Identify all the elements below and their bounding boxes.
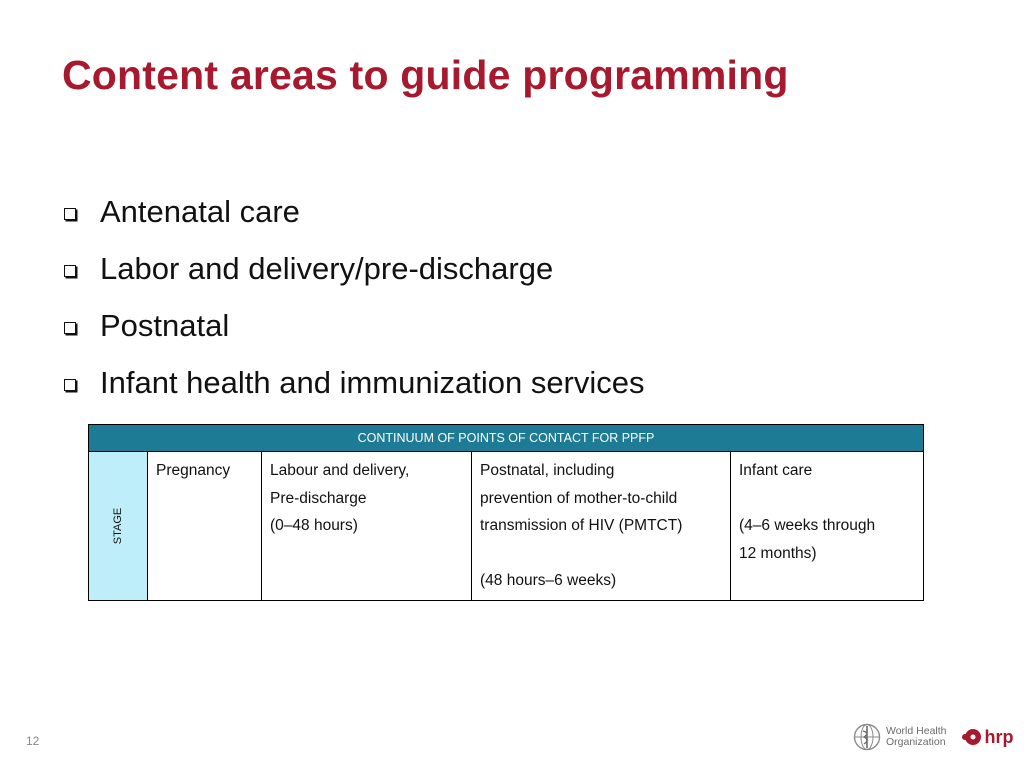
slide-title: Content areas to guide programming bbox=[62, 52, 789, 98]
who-emblem-icon bbox=[852, 722, 882, 752]
table-row bbox=[89, 452, 924, 601]
stage-label: STAGE bbox=[112, 507, 124, 544]
bullet-text: Postnatal bbox=[100, 307, 230, 343]
cell-line: Pregnancy bbox=[156, 462, 231, 479]
who-logo bbox=[852, 722, 947, 752]
cell-line bbox=[480, 540, 722, 568]
bullet-text: Infant health and immunization services bbox=[100, 364, 645, 400]
checkbox-bullet-icon bbox=[64, 322, 76, 334]
bullet-text: Antenatal care bbox=[100, 193, 300, 229]
bullet-item bbox=[64, 297, 645, 354]
stage-label-cell bbox=[89, 452, 148, 601]
table-header-row bbox=[89, 425, 924, 452]
cell-line: (0–48 hours) bbox=[270, 517, 358, 534]
who-logo-line: Organization bbox=[886, 736, 946, 748]
cell-line: (4–6 weeks through bbox=[739, 517, 876, 534]
contact-points-table bbox=[88, 424, 924, 601]
hrp-logo-text: hrp bbox=[984, 726, 1014, 747]
table-header: CONTINUUM OF POINTS OF CONTACT FOR PPFP bbox=[89, 425, 924, 452]
checkbox-bullet-icon bbox=[64, 208, 76, 220]
bullet-list bbox=[64, 183, 645, 411]
bullet-item bbox=[64, 240, 645, 297]
who-logo-line: World Health bbox=[886, 725, 947, 737]
hrp-logo bbox=[961, 726, 1014, 748]
bullet-text: Labor and delivery/pre-discharge bbox=[100, 250, 554, 286]
page-number: 12 bbox=[26, 734, 40, 748]
checkbox-bullet-icon bbox=[64, 379, 76, 391]
cell-line: Infant care bbox=[739, 462, 813, 479]
cell-line: prevention of mother-to-child bbox=[480, 489, 678, 507]
hrp-emblem-icon bbox=[961, 726, 983, 748]
table-cell-infant bbox=[731, 452, 924, 601]
checkbox-bullet-icon bbox=[64, 265, 76, 277]
bullet-item bbox=[64, 183, 645, 240]
table-cell-postnatal bbox=[472, 452, 731, 601]
cell-line: Pre-discharge bbox=[270, 489, 367, 507]
cell-line: (48 hours–6 weeks) bbox=[480, 572, 617, 589]
cell-line bbox=[739, 485, 915, 513]
bullet-item bbox=[64, 354, 645, 411]
footer-logos bbox=[852, 722, 1014, 752]
cell-line: transmission of HIV (PMTCT) bbox=[480, 517, 683, 534]
cell-line: 12 months) bbox=[739, 544, 817, 562]
table-cell-pregnancy bbox=[148, 452, 262, 601]
who-logo-text bbox=[886, 726, 947, 748]
cell-line: Postnatal, including bbox=[480, 462, 615, 479]
table-cell-labour bbox=[262, 452, 472, 601]
cell-line: Labour and delivery, bbox=[270, 462, 410, 479]
